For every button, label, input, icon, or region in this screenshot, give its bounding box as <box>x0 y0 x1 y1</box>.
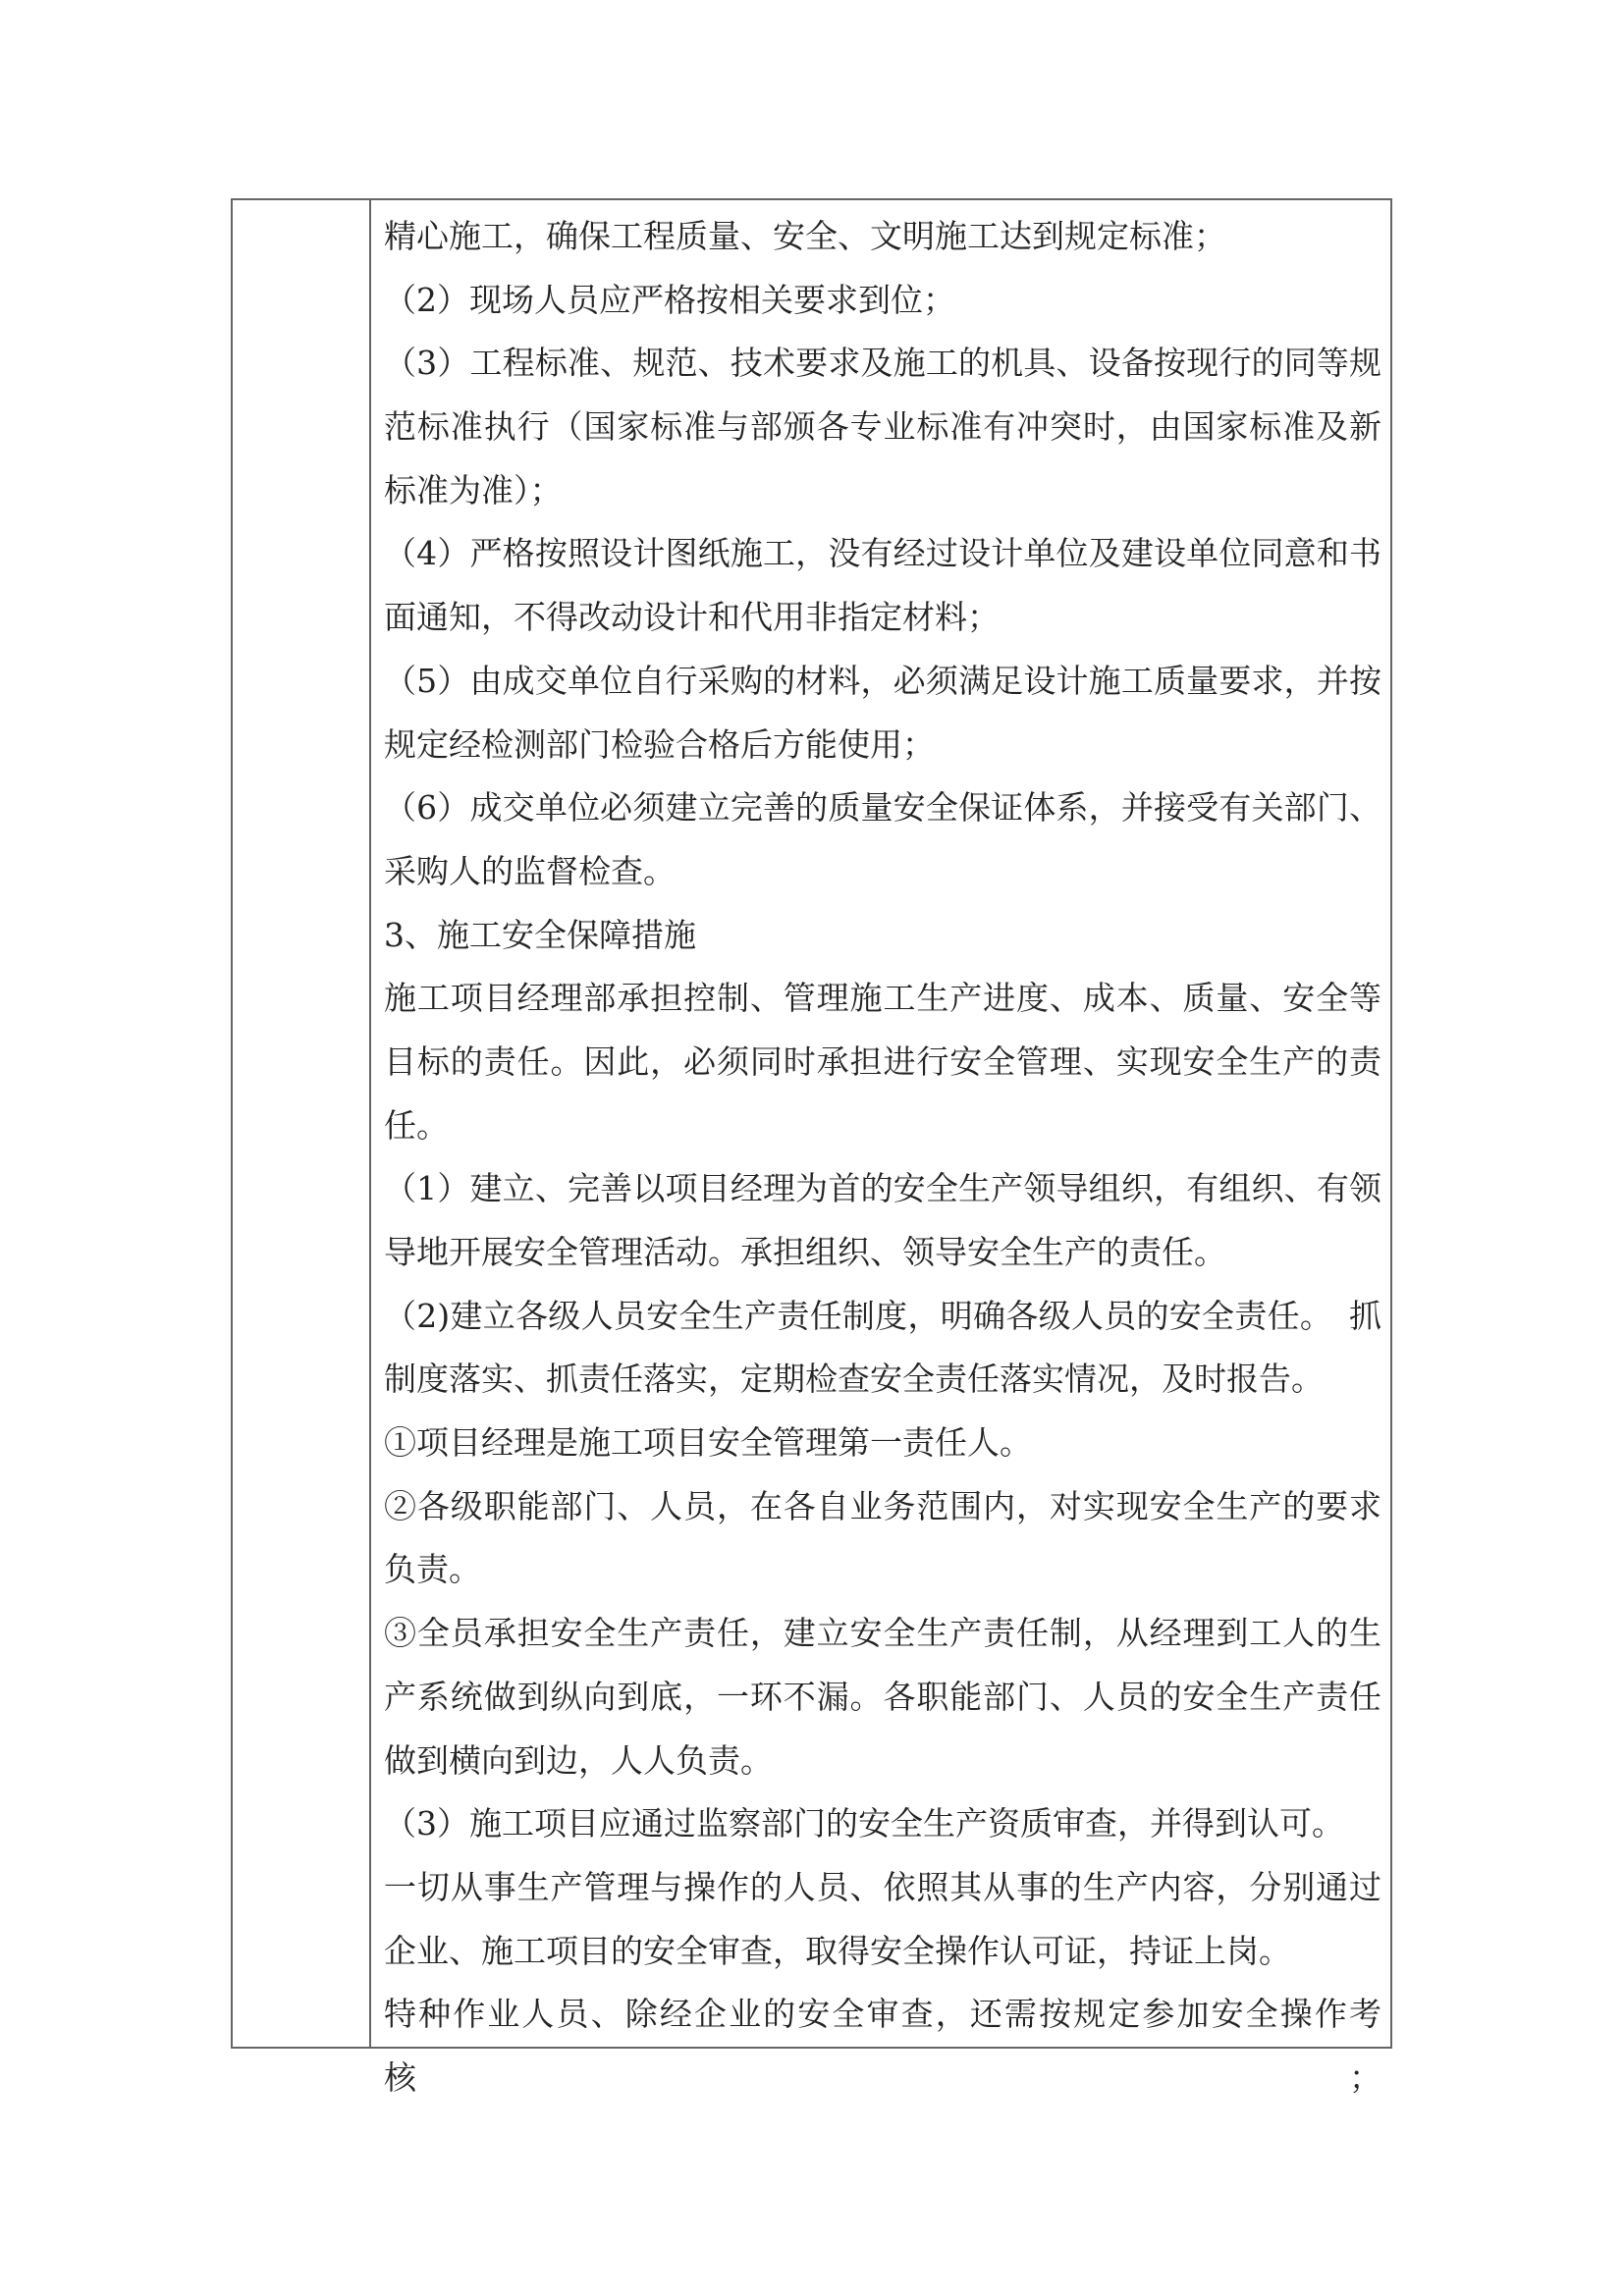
text-line: 采购人的监督检查。 <box>384 851 676 890</box>
text-line: 负责。 <box>384 1550 481 1589</box>
text-line: 标准为准）； <box>384 470 563 509</box>
text-line: （2)建立各级人员安全生产责任制度，明确各级人员的安全责任。 抓 <box>384 1296 1381 1335</box>
text-line: 范标准执行（国家标准与部颁各专业标准有冲突时，由国家标准及新 <box>384 407 1381 447</box>
text-line: 导地开展安全管理活动。承担组织、领导安全生产的责任。 <box>384 1233 1226 1271</box>
text-line: （3）工程标准、规范、技术要求及施工的机具、设备按现行的同等规 <box>384 344 1381 383</box>
text-line: 规定经检测部门检验合格后方能使用； <box>384 724 935 764</box>
section-heading-line: 3、施工安全保障措施 <box>384 915 696 954</box>
text-line: 施工项目经理部承担控制、管理施工生产进度、成本、质量、安全等 <box>384 979 1381 1018</box>
text-line: 制度落实、抓责任落实，定期检查安全责任落实情况，及时报告。 <box>384 1360 1324 1399</box>
text-line: （4）严格按照设计图纸施工，没有经过设计单位及建设单位同意和书 <box>384 534 1381 573</box>
text-line: 任。 <box>384 1105 449 1145</box>
text-line: 面通知，不得改动设计和代用非指定材料； <box>384 598 1000 637</box>
text-line: （5）由成交单位自行采购的材料，必须满足设计施工质量要求，并按 <box>384 661 1381 700</box>
table-cell-content <box>371 200 1390 2097</box>
text-line: （3）施工项目应通过监察部门的安全生产资质审查，并得到认可。 <box>384 1804 1344 1843</box>
text-line: （1）建立、完善以项目经理为首的安全生产领导组织，有组织、有领 <box>384 1169 1381 1208</box>
text-line: （6）成交单位必须建立完善的质量安全保证体系，并接受有关部门、 <box>384 788 1381 828</box>
text-line: ①项目经理是施工项目安全管理第一责任人。 <box>384 1423 1032 1463</box>
text-line: ③全员承担安全生产责任，建立安全生产责任制，从经理到工人的生 <box>384 1614 1381 1653</box>
text-line: 做到横向到边，人人负责。 <box>384 1740 773 1780</box>
text-line: 精心施工，确保工程质量、安全、文明施工达到规定标准； <box>384 217 1226 255</box>
text-line: ②各级职能部门、人员，在各自业务范围内，对实现安全生产的要求 <box>384 1486 1381 1525</box>
text-line: 产系统做到纵向到底，一环不漏。各职能部门、人员的安全生产责任 <box>384 1677 1381 1716</box>
text-line: 一切从事生产管理与操作的人员、依照其从事的生产内容，分别通过 <box>384 1867 1381 1906</box>
content-table <box>231 198 1392 2097</box>
table-cell-label-empty <box>233 200 369 2047</box>
text-line: 特种作业人员、除经企业的安全审查，还需按规定参加安全操作考核； <box>384 1995 1381 2097</box>
text-line: 目标的责任。因此，必须同时承担进行安全管理、实现安全生产的责 <box>384 1041 1381 1081</box>
text-line: 企业、施工项目的安全审查，取得安全操作认可证，持证上岗。 <box>384 1931 1291 1970</box>
text-line: （2）现场人员应严格按相关要求到位； <box>384 280 955 319</box>
